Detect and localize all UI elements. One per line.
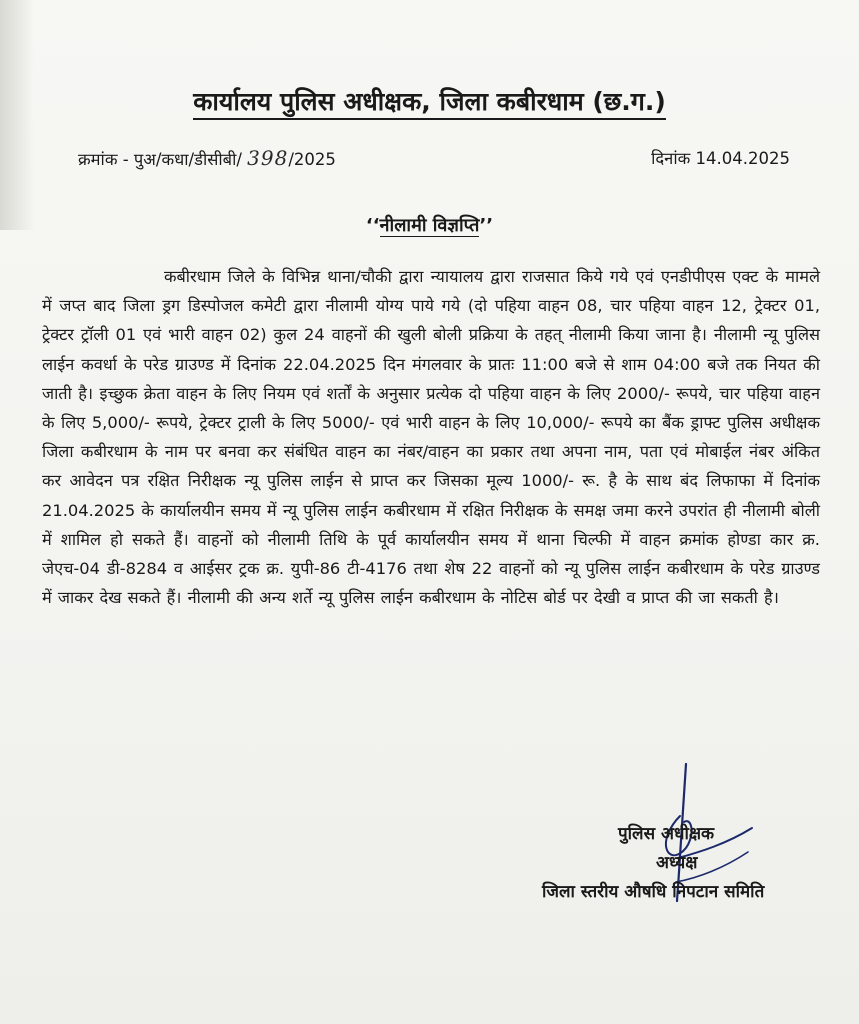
reference-year: /2025 — [288, 150, 336, 169]
signatory-designation: पुलिस अधीक्षक — [618, 824, 715, 844]
reference-number — [78, 146, 336, 170]
notice-body-paragraph: कबीरधाम जिले के विभिन्न थाना/चौकी द्वारा न्यायालय द्वारा राजसात किये गये एवं एनडीपीएस एक्ट के मामले में जप्त बाद जिला ड्रग डिस्पोजल कमेटी द्वारा नीलामी योग्य पाये गये (दो पहिया वाहन 08, चार पहिया वाहन 12, ट्रेक्टर 01, ट्रेक्टर ट्रॉली 01 एवं भारी वाहन 02) कुल 24 वाहनों की खुली बोली प्रक्रिया के तहत् नीलामी किया जाना है। नीलामी न्यू पुलिस लाईन कवर्धा के परेड ग्राउण्ड में दिनांक 22.04.2025 दिन मंगलवार के प्रातः 11:00 बजे से शाम 04:00 बजे तक नियत की जाती है। इच्छुक क्रेता वाहन के लिए नियम एवं शर्तों के अनुसार प्रत्येक दो पहिया वाहन के लिए 2000/- रूपये, चार पहिया वाहन के लिए 5,000/- रूपये, ट्रेक्टर ट्राली के लिए 5000/- एवं भारी वाहन के लिए 10,000/- रूपये का बैंक ड्राफ्ट पुलिस अधीक्षक जिला कबीरधाम के नाम पर बनवा कर संबंधित वाहन का नंबर/वाहन का प्रकार तथा अपना नाम, पता एवं मोबाईल नंबर अंकित कर आवेदन पत्र रक्षित निरीक्षक न्यू पुलिस लाईन से प्राप्त कर जिसका मूल्य 1000/- रू. है के साथ बंद लिफाफा में दिनांक 21.04.2025 के कार्यालयीन समय में न्यू पुलिस लाईन कबीरधाम में रक्षित निरीक्षक के समक्ष जमा करने उपरांत ही नीलामी बोली में शामिल हो सकते हैं। वाहनों को नीलामी तिथि के पूर्व कार्यालयीन समय में थाना चिल्फी में वाहन क्रमांक होण्डा कार क्र. जेएच-04 डी-8284 व आईसर ट्रक क्र. युपी-86 टी-4176 तथा शेष 22 वाहनों को न्यू पुलिस लाईन कबीरधाम के परेड ग्राउण्ड में जाकर देख सकते हैं। नीलामी की अन्य शर्ते न्यू पुलिस लाईन कबीरधाम के नोटिस बोर्ड पर देखी व प्राप्त की जा सकती है। — [42, 267, 820, 608]
notice-title-text: नीलामी विज्ञप्ति — [379, 215, 480, 236]
office-header-text: कार्यालय पुलिस अधीक्षक, जिला कबीरधाम (छ.ग.) — [193, 87, 666, 120]
reference-date: दिनांक 14.04.2025 — [651, 149, 790, 168]
notice-title-open-quote: ‘‘ — [365, 215, 380, 236]
signatory-committee: जिला स्तरीय औषधि निपटान समिति — [542, 882, 765, 902]
handwritten-reference-number: 398 — [247, 146, 289, 170]
notice-title-close-quote: ’’ — [479, 215, 494, 236]
reference-prefix: क्रमांक - पुअ/कधा/डीसीबी/ — [78, 150, 242, 169]
signatory-role: अध्यक्ष — [656, 853, 698, 873]
office-header — [0, 84, 859, 118]
notice-title — [0, 213, 859, 237]
